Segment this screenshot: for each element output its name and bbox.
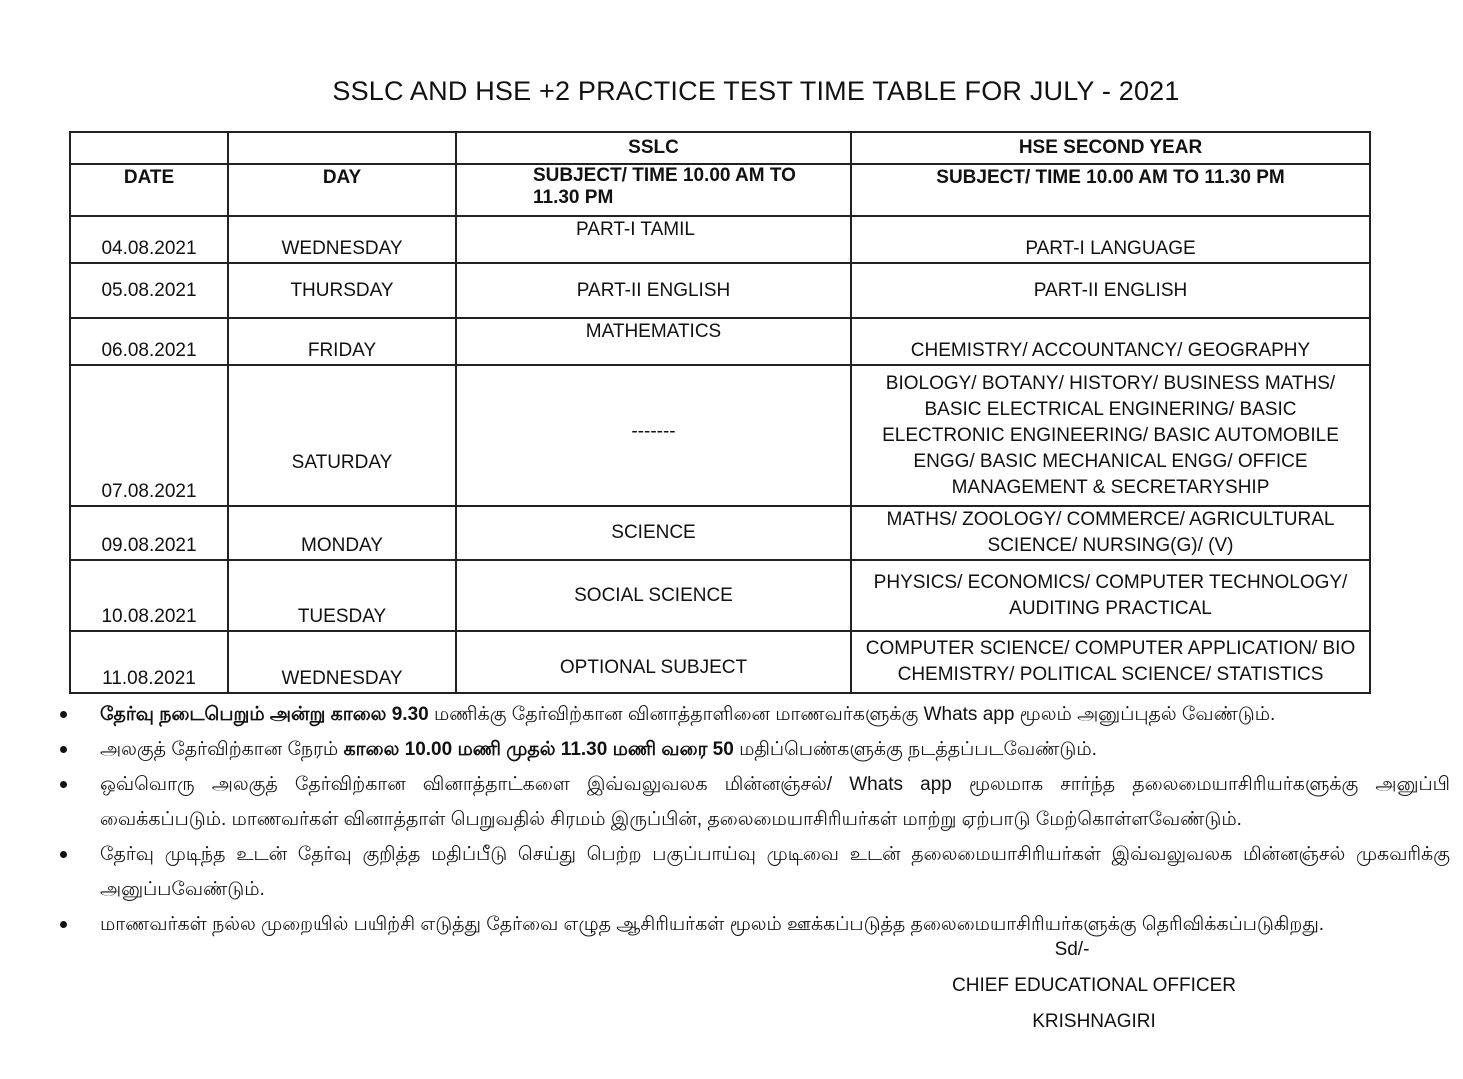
- instructions-list: [60, 697, 1450, 942]
- signature-designation: CHIEF EDUCATIONAL OFFICER: [952, 975, 1236, 996]
- sslc-subject-cell: MATHEMATICS: [456, 318, 851, 365]
- hse-group-header: HSE SECOND YEAR: [851, 132, 1370, 164]
- date-cell: 10.08.2021: [70, 560, 228, 631]
- signature-sd: Sd/-: [1054, 939, 1090, 960]
- sslc-subject-cell: PART-I TAMIL: [456, 216, 851, 263]
- day-cell: FRIDAY: [228, 318, 456, 365]
- day-cell: THURSDAY: [228, 263, 456, 318]
- text: தேர்வு முடிந்த உடன் தேர்வு குறித்த மதிப்பீடு செய்து பெற்ற பகுப்பாய்வு முடிவை உடன் தலைமையாசிரியர்கள் இவ்வலுவலக மின்னஞ்சல் முகவரிக்கு அனுப்பவேண்டும்.: [100, 844, 1450, 900]
- day-cell: WEDNESDAY: [228, 216, 456, 263]
- hse-subject-cell: BIOLOGY/ BOTANY/ HISTORY/ BUSINESS MATHS/ BASIC ELECTRICAL ENGINERING/ BASIC ELECTRONIC ENGINEERING/ BASIC AUTOMOBILE ENGG/ BASIC MECHANICAL ENGG/ OFFICE MANAGEMENT & SECRETARYSHIP: [851, 365, 1370, 506]
- hse-subject-cell: MATHS/ ZOOLOGY/ COMMERCE/ AGRICULTURAL SCIENCE/ NURSING(G)/ (V): [851, 506, 1370, 560]
- text: மாணவர்கள் நல்ல முறையில் பயிற்சி எடுத்து தேர்வை எழுத ஆசிரியர்கள் மூலம் ஊக்கப்படுத்த தலைமையாசிரியர்களுக்கு தெரிவிக்கப்படுகிறது.: [100, 914, 1325, 935]
- group-header-row: [70, 132, 1370, 164]
- date-header: DATE: [70, 164, 228, 216]
- day-cell: SATURDAY: [228, 365, 456, 506]
- sslc-subject-cell: -------: [456, 365, 851, 506]
- hse-subject-cell: PART-II ENGLISH: [851, 263, 1370, 318]
- day-cell: TUESDAY: [228, 560, 456, 631]
- table-row: [70, 506, 1370, 560]
- sslc-group-header: SSLC: [456, 132, 851, 164]
- empty-cell: [228, 132, 456, 164]
- date-cell: 11.08.2021: [70, 631, 228, 693]
- sslc-subject-header: SUBJECT/ TIME 10.00 AM TO 11.30 PM: [456, 164, 851, 216]
- table-row: [70, 560, 1370, 631]
- instruction-item: [60, 697, 1450, 732]
- sslc-subject-cell: SOCIAL SCIENCE: [456, 560, 851, 631]
- table-row: [70, 631, 1370, 693]
- table-row: [70, 365, 1370, 506]
- day-header: DAY: [228, 164, 456, 216]
- sslc-subject-cell: PART-II ENGLISH: [456, 263, 851, 318]
- empty-cell: [70, 132, 228, 164]
- table-row: [70, 263, 1370, 318]
- date-cell: 04.08.2021: [70, 216, 228, 263]
- date-cell: 06.08.2021: [70, 318, 228, 365]
- bold-text: தேர்வு நடைபெறும் அன்று காலை 9.30: [100, 704, 429, 725]
- document-title: SSLC AND HSE +2 PRACTICE TEST TIME TABLE FOR JULY - 2021: [332, 76, 1180, 106]
- instruction-item: [60, 732, 1450, 767]
- hse-subject-cell: COMPUTER SCIENCE/ COMPUTER APPLICATION/ BIO CHEMISTRY/ POLITICAL SCIENCE/ STATISTICS: [851, 631, 1370, 693]
- date-cell: 09.08.2021: [70, 506, 228, 560]
- day-cell: WEDNESDAY: [228, 631, 456, 693]
- hse-subject-cell: CHEMISTRY/ ACCOUNTANCY/ GEOGRAPHY: [851, 318, 1370, 365]
- bold-text: காலை 10.00 மணி முதல் 11.30 மணி வரை 50: [343, 739, 734, 760]
- date-cell: 05.08.2021: [70, 263, 228, 318]
- sslc-subject-cell: SCIENCE: [456, 506, 851, 560]
- text: ஒவ்வொரு அலகுத் தேர்விற்கான வினாத்தாட்களை இவ்வலுவலக மின்னஞ்சல்/ Whats app மூலமாக சார்ந்த தலைமையாசிரியர்களுக்கு அனுப்பி வைக்கப்படும். மாணவர்கள் வினாத்தாள் பெறுவதில் சிரமம் இருப்பின், தலைமையாசிரியர்கள் மாற்று ஏற்பாடு மேற்கொள்ளவேண்டும்.: [100, 774, 1450, 830]
- table-row: [70, 318, 1370, 365]
- hse-subject-cell: PHYSICS/ ECONOMICS/ COMPUTER TECHNOLOGY/ AUDITING PRACTICAL: [851, 560, 1370, 631]
- day-cell: MONDAY: [228, 506, 456, 560]
- text: அலகுத் தேர்விற்கான நேரம்: [100, 739, 344, 760]
- sslc-subject-cell: OPTIONAL SUBJECT: [456, 631, 851, 693]
- signature-place: KRISHNAGIRI: [1032, 1011, 1156, 1032]
- column-header-row: [70, 164, 1370, 216]
- date-cell: 07.08.2021: [70, 365, 228, 506]
- text: மணிக்கு தேர்விற்கான வினாத்தாளினை மாணவர்களுக்கு Whats app மூலம் அனுப்புதல் வேண்டும்.: [428, 704, 1276, 725]
- instruction-item: [60, 907, 1450, 942]
- instruction-item: [60, 837, 1450, 907]
- timetable: [69, 131, 1371, 694]
- instruction-item: [60, 767, 1450, 837]
- hse-subject-header: SUBJECT/ TIME 10.00 AM TO 11.30 PM: [851, 164, 1370, 216]
- hse-subject-cell: PART-I LANGUAGE: [851, 216, 1370, 263]
- table-row: [70, 216, 1370, 263]
- text: மதிப்பெண்களுக்கு நடத்தப்படவேண்டும்.: [733, 739, 1097, 760]
